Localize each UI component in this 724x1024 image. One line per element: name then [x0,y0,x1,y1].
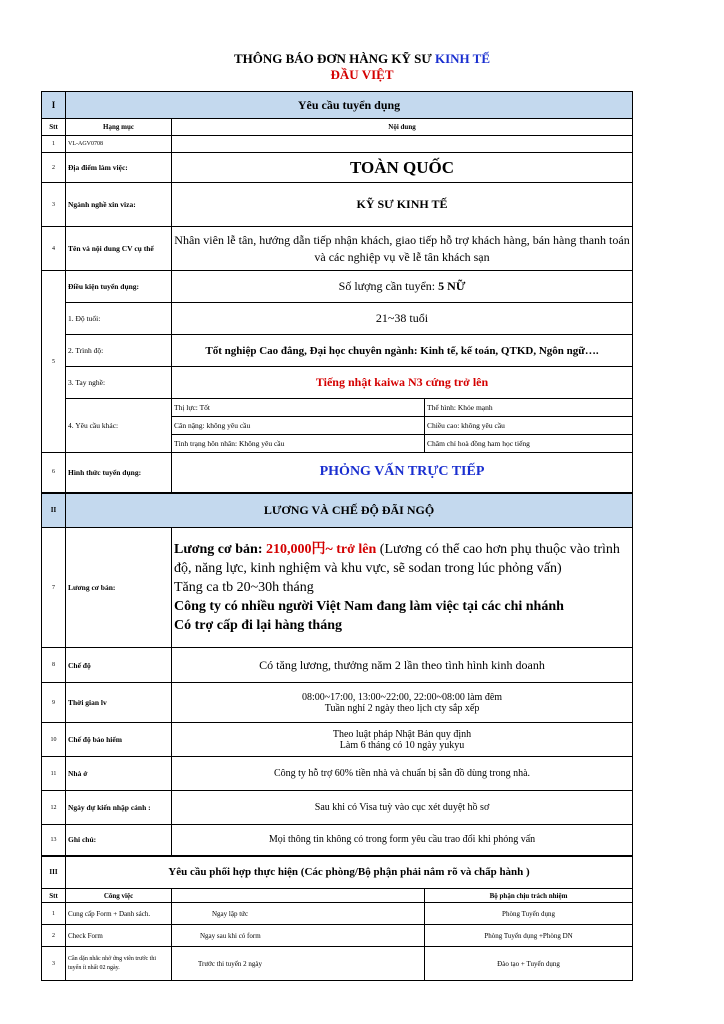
col-stt-header: Stt [42,119,66,136]
section-title: Yêu cầu tuyển dụng [66,92,633,119]
row-number: 4 [42,227,66,271]
recruit-method-value: PHỎNG VẤN TRỰC TIẾP [172,453,633,493]
row-label: Ngành nghề xin viza: [66,183,172,227]
table-row [42,335,633,367]
row-content [172,136,633,153]
insurance-leave: Làm 6 tháng có 10 ngày yukyu [339,739,465,751]
salary-details [172,528,633,648]
row-number: 11 [42,757,66,791]
table-row [42,925,633,947]
table-row [42,183,633,227]
insurance [172,723,633,757]
page-title [0,51,724,67]
benefit-value: Có tăng lương, thưởng năm 2 lần theo tình hình kinh doanh [172,648,633,683]
page-title-main: THÔNG BÁO ĐƠN HÀNG KỸ SƯ [233,51,435,66]
col-dept-header: Bộ phận chịu trách nhiệm [425,889,633,903]
section-header-salary [42,493,633,528]
education-value: Tốt nghiệp Cao đẳng, Đại học chuyên ngành: Kinh tế, kế toán, QTKD, Ngôn ngữ…. [172,335,633,367]
other-requirement: Cân nặng: không yêu cầu [172,417,425,435]
task-department: Đào tạo + Tuyển dụng [425,947,633,981]
row-number: 2 [42,925,66,947]
task-time: Ngay lập tức [172,903,425,925]
entry-date-value: Sau khi có Visa tuỳ vào cục xét duyệt hồ sơ [172,791,633,825]
work-location-value: TOÀN QUỐC [172,153,633,183]
task-name: Cần dặn nhắc nhở ứng viên trước thi tuyển ít nhất 02 ngày. [66,947,172,981]
notes-value: Mọi thông tin không có trong form yêu cầu trao đổi khi phỏng vấn [172,825,633,856]
section-title: Yêu cầu phối hợp thực hiện (Các phòng/Bộ phận phải nắm rõ và chấp hành ) [66,856,633,889]
allowance-note: Có trợ cấp đi lại hàng tháng [174,618,342,633]
table-row [42,271,633,303]
task-department: Phòng Tuyển dụng +Phòng DN [425,925,633,947]
recruit-quantity [172,271,633,303]
col-item-header: Hạng mục [66,119,172,136]
page-subtitle: ĐẦU VIỆT [330,67,394,82]
table-row [42,791,633,825]
row-label: 1. Độ tuổi: [66,303,172,335]
housing-value: Công ty hỗ trợ 60% tiền nhà và chuẩn bị sẵn đồ dùng trong nhà. [172,757,633,791]
row-number: 1 [42,136,66,153]
table-row [42,757,633,791]
row-label: Nhà ở [66,757,172,791]
table-row [42,723,633,757]
working-hours-days-off: Tuần nghỉ 2 ngày theo lịch cty sắp xếp [324,702,480,714]
working-hours [172,683,633,723]
salary-value: 210,000円~ trở lên [265,542,377,557]
table-row [42,683,633,723]
job-description-value: Nhân viên lễ tân, hướng dẫn tiếp nhận khách, giao tiếp hỗ trợ khách hàng, bán hàng thanh toán và các nghiệp vụ về lễ tân khách sạn [172,227,633,271]
row-number: 12 [42,791,66,825]
overtime-line: Tăng ca tb 20~30h tháng [174,580,314,595]
row-label: Chế độ [66,648,172,683]
row-label: Chế độ bảo hiểm [66,723,172,757]
column-header-row [42,119,633,136]
table-row [42,825,633,856]
row-label: Điều kiện tuyển dụng: [66,271,172,303]
section-header-requirements [42,92,633,119]
visa-occupation-value: KỸ SƯ KINH TẾ [172,183,633,227]
page-title-highlight: KINH TẾ [435,51,491,66]
recruit-quantity-value: 5 NỮ [438,279,466,293]
salary-note: (Lương có thể cao hơn phụ thuộc vào trình độ, năng lực, kinh nghiệm và khu vực, sẽ sodan trong lúc phỏng vấn) [174,542,620,576]
order-code: VL-AGV0708 [66,136,172,153]
table-row [42,227,633,271]
section-title: LƯƠNG VÀ CHẾ ĐỘ ĐÃI NGỘ [66,493,633,528]
row-label: 3. Tay nghề: [66,367,172,399]
table-row [42,367,633,399]
row-number: 9 [42,683,66,723]
other-requirement: Thể hình: Khỏe mạnh [425,399,633,417]
recruit-quantity-text: Số lượng cần tuyển: [338,279,439,293]
salary-line [174,540,630,578]
row-label: Ngày dự kiến nhập cảnh : [66,791,172,825]
task-name: Cung cấp Form + Danh sách. [66,903,172,925]
row-number: 5 [42,271,66,453]
col-stt-header: Stt [42,889,66,903]
age-value: 21~38 tuổi [172,303,633,335]
row-label: 4. Yêu cầu khác: [66,399,172,453]
column-header-row [42,889,633,903]
task-name: Check Form [66,925,172,947]
task-time: Trước thi tuyển 2 ngày [172,947,425,981]
row-number: 7 [42,528,66,648]
other-requirement: Chiều cao: không yêu cầu [425,417,633,435]
row-label: Hình thức tuyển dụng: [66,453,172,493]
row-number: 6 [42,453,66,493]
task-time: Ngay sau khi có form [172,925,425,947]
other-requirement: Chăm chỉ hoà đồng ham học tiếng [425,435,633,453]
task-department: Phòng Tuyển dụng [425,903,633,925]
salary-label: Lương cơ bản: [174,542,266,557]
other-requirement: Tình trạng hôn nhân: Không yêu cầu [172,435,425,453]
table-row [42,453,633,493]
col-task-header: Công việc [66,889,172,903]
table-row [42,648,633,683]
section-number: II [42,493,66,528]
section-number: III [42,856,66,889]
job-order-table [41,91,633,981]
row-number: 13 [42,825,66,856]
row-number: 3 [42,183,66,227]
row-number: 10 [42,723,66,757]
table-row [42,399,633,417]
row-label: Ghi chú: [66,825,172,856]
col-content-header: Nội dung [172,119,633,136]
row-label: Tên và nội dung CV cụ thể [66,227,172,271]
table-row [42,947,633,981]
section-number: I [42,92,66,119]
row-label: Địa điểm làm việc: [66,153,172,183]
col-time-header [172,889,425,903]
other-requirement: Thị lực: Tốt [172,399,425,417]
row-label: Thời gian lv [66,683,172,723]
table-row [42,153,633,183]
row-label: 2. Trình độ: [66,335,172,367]
row-label: Lương cơ bản: [66,528,172,648]
row-number: 1 [42,903,66,925]
table-row [42,528,633,648]
company-note: Công ty có nhiều người Việt Nam đang làm việc tại các chi nhánh [174,599,564,614]
row-number: 3 [42,947,66,981]
working-hours-shifts: 08:00~17:00, 13:00~22:00, 22:00~08:00 làm đêm [301,691,503,703]
skill-value: Tiếng nhật kaiwa N3 cứng trở lên [172,367,633,399]
table-row [42,903,633,925]
table-row [42,303,633,335]
insurance-law: Theo luật pháp Nhật Bản quy định [332,728,472,740]
row-number: 2 [42,153,66,183]
row-number: 8 [42,648,66,683]
section-header-coordination [42,856,633,889]
table-row [42,136,633,153]
